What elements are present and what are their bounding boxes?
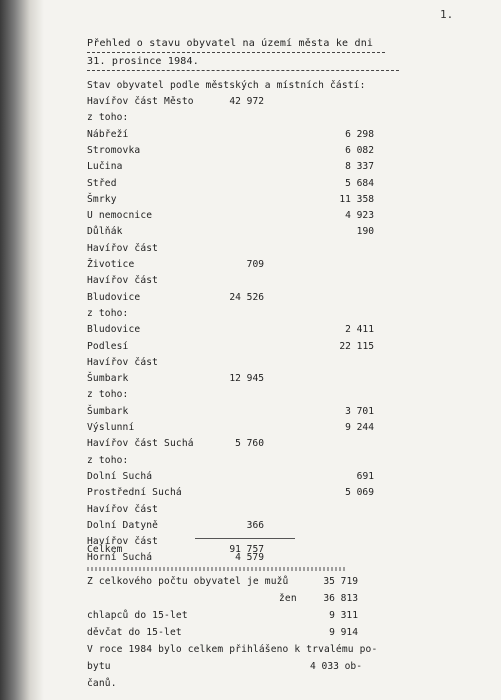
row-label: Havířov část Suchá <box>87 438 194 449</box>
row-label: z toho: <box>87 455 129 466</box>
stat-girls-label: děvčat do 15-let <box>87 627 182 638</box>
row-label: Životice <box>87 259 135 270</box>
stat-girls-value: 9 914 <box>329 627 358 638</box>
row-subtotal: 5 760 <box>235 438 264 449</box>
row-value: 8 337 <box>345 161 374 172</box>
stat-women-value: 36 813 <box>323 593 358 604</box>
row-label: Šmrky <box>87 194 117 205</box>
row-subtotal: 366 <box>246 520 264 531</box>
row-label: Havířov část <box>87 536 159 547</box>
row-label: z toho: <box>87 112 129 123</box>
row-label: Stromovka <box>87 145 141 156</box>
title-underline-1 <box>87 52 385 53</box>
row-value: 9 244 <box>345 422 374 433</box>
subtitle: Stav obyvatel podle městských a místních částí: <box>87 80 366 91</box>
row-label: Důlňák <box>87 226 123 237</box>
row-label: Havířov část <box>87 357 159 368</box>
row-label: z toho: <box>87 389 129 400</box>
row-value: 190 <box>356 226 374 237</box>
row-subtotal: 42 972 <box>229 96 264 107</box>
stat-women-label: žen <box>279 593 297 604</box>
row-value: 691 <box>356 471 374 482</box>
footer-line-1: V roce 1984 bylo celkem přihlášeno k trvalému po- <box>87 644 378 655</box>
page-number: 1. <box>440 8 454 21</box>
row-subtotal: 709 <box>246 259 264 270</box>
row-label: Nábřeží <box>87 129 129 140</box>
title-underline-2 <box>87 70 399 71</box>
row-label: U nemocnice <box>87 210 153 221</box>
row-value: 4 923 <box>345 210 374 221</box>
scan-edge-shadow <box>0 0 44 700</box>
row-value: 11 358 <box>339 194 374 205</box>
stat-men-label: Z celkového počtu obyvatel je mužů <box>87 576 289 587</box>
stat-boys-label: chlapců do 15-let <box>87 610 188 621</box>
row-label: Horní Suchá <box>87 552 153 563</box>
row-label: Bludovice <box>87 292 141 303</box>
row-value: 5 684 <box>345 178 374 189</box>
row-label: Podlesí <box>87 341 129 352</box>
row-label: Havířov část <box>87 275 159 286</box>
row-value: 22 115 <box>339 341 374 352</box>
footer-line-2-value: 4 033 ob- <box>310 661 362 672</box>
footer-line-3: čanů. <box>87 678 117 689</box>
row-label: z toho: <box>87 308 129 319</box>
row-subtotal: 24 526 <box>229 292 264 303</box>
row-label: Havířov část Město <box>87 96 194 107</box>
row-label: Dolní Datyně <box>87 520 159 531</box>
row-value: 5 069 <box>345 487 374 498</box>
row-subtotal: 4 579 <box>235 552 264 563</box>
row-label: Střed <box>87 178 117 189</box>
row-subtotal: 12 945 <box>229 373 264 384</box>
row-label: Havířov část <box>87 243 159 254</box>
stat-men-value: 35 719 <box>323 576 358 587</box>
row-value: 6 082 <box>345 145 374 156</box>
title-line-1: Přehled o stavu obyvatel na území města ke dni <box>87 38 374 49</box>
row-label: Dolní Suchá <box>87 471 153 482</box>
row-label: Prostřední Suchá <box>87 487 182 498</box>
row-label: Výslunní <box>87 422 135 433</box>
row-label: Lučina <box>87 161 123 172</box>
total-separator <box>195 538 295 539</box>
stat-boys-value: 9 311 <box>329 610 358 621</box>
row-value: 3 701 <box>345 406 374 417</box>
row-label: Šumbark <box>87 406 129 417</box>
row-value: 6 298 <box>345 129 374 140</box>
total-label: Celkem <box>87 544 123 555</box>
typing-correction-mark <box>87 567 347 571</box>
footer-line-2-label: bytu <box>87 661 111 672</box>
total-value: 91 757 <box>229 544 264 555</box>
row-label: Šumbark <box>87 373 129 384</box>
row-label: Havířov část <box>87 504 159 515</box>
row-label: Bludovice <box>87 324 141 335</box>
row-value: 2 411 <box>345 324 374 335</box>
title-line-2: 31. prosince 1984. <box>87 56 199 67</box>
